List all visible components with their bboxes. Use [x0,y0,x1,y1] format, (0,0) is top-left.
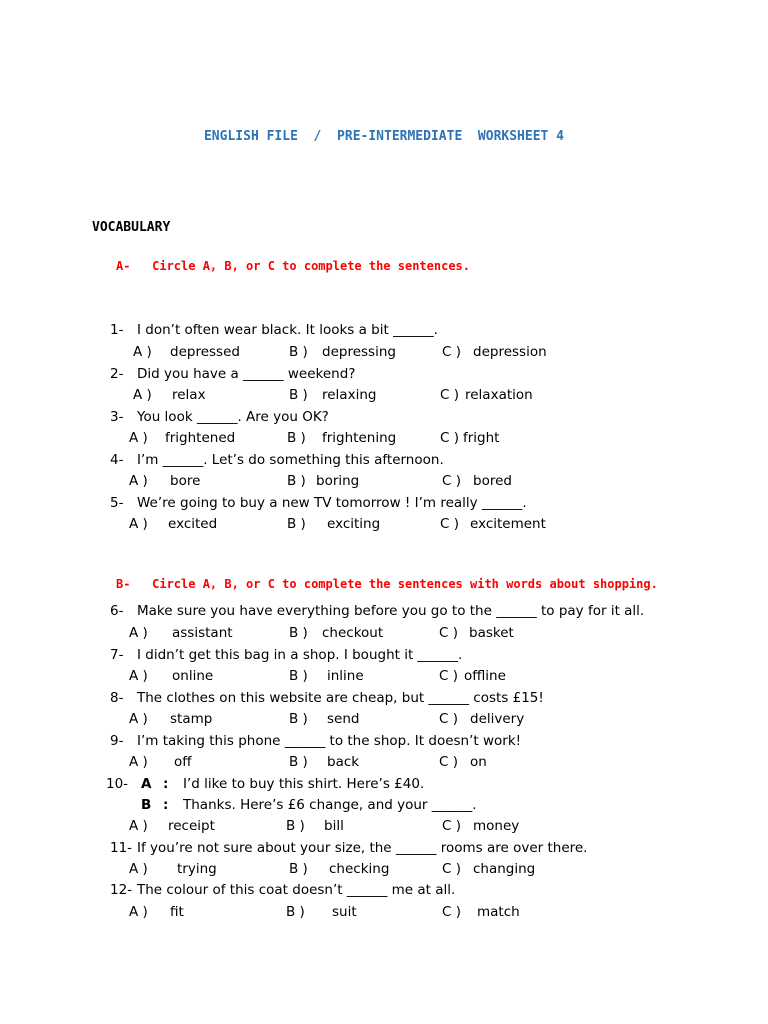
question-number: 5- [110,495,124,511]
question-number: 10- [106,776,129,792]
option-a-label: A ) [129,668,148,684]
question-number: 7- [110,647,124,663]
option-c-label: C ) [442,904,461,920]
option-c-label: C ) [440,430,459,446]
question-text: Did you have a ______ weekend? [137,366,356,382]
option-b-label: B ) [289,754,308,770]
part-a-instruction: A- Circle A, B, or C to complete the sentences. [116,259,471,273]
option-b-label: B ) [289,344,308,360]
option-a-label: A ) [129,430,148,446]
option-b[interactable]: exciting [327,516,381,532]
option-c-label: C ) [442,344,461,360]
option-c[interactable]: match [477,904,520,920]
question-text: I’m taking this phone ______ to the shop. It doesn’t work! [137,733,522,749]
speaker-b: B [141,797,152,813]
option-c[interactable]: on [470,754,487,770]
option-a[interactable]: frightened [165,430,236,446]
option-a-label: A ) [129,818,148,834]
option-c[interactable]: changing [473,861,536,877]
speaker-a: A [141,776,152,792]
option-a-label: A ) [129,516,148,532]
question-text: Make sure you have everything before you go to the ______ to pay for it all. [137,603,645,619]
option-a[interactable]: off [174,754,192,770]
option-a-label: A ) [129,625,148,641]
option-b-label: B ) [287,516,306,532]
option-b[interactable]: send [327,711,360,727]
question-number: 6- [110,603,124,619]
question-10 [106,776,606,820]
worksheet-title: ENGLISH FILE / PRE-INTERMEDIATE WORKSHEET 4 [203,129,565,144]
option-a[interactable]: trying [177,861,217,877]
question-text: If you’re not sure about your size, the ______ rooms are over there. [137,840,588,856]
option-a[interactable]: stamp [170,711,213,727]
option-c[interactable]: excitement [470,516,546,532]
option-b[interactable]: relaxing [322,387,377,403]
option-a[interactable]: relax [172,387,206,403]
option-a[interactable]: bore [170,473,201,489]
part-b-instruction: B- Circle A, B, or C to complete the sentences with words about shopping. [116,577,658,591]
question-number: 1- [110,322,124,338]
option-b-label: B ) [289,625,308,641]
option-a[interactable]: assistant [172,625,233,641]
option-c-label: C ) [439,625,458,641]
option-a-label: A ) [133,387,152,403]
question-number: 12- [110,882,133,898]
option-b[interactable]: inline [327,668,364,684]
option-b[interactable]: bill [324,818,344,834]
option-a-label: A ) [129,473,148,489]
question-text: You look ______. Are you OK? [137,409,329,425]
dialogue-line-a: I’d like to buy this shirt. Here’s £40. [183,776,425,792]
option-a-label: A ) [129,861,148,877]
option-c-label: C ) [439,668,458,684]
option-b[interactable]: back [327,754,360,770]
option-a[interactable]: receipt [168,818,215,834]
option-c[interactable]: offline [464,668,506,684]
option-b-label: B ) [287,473,306,489]
question-number: 4- [110,452,124,468]
option-c-label: C ) [439,754,458,770]
option-b-label: B ) [287,430,306,446]
option-b-label: B ) [289,861,308,877]
dialogue-line-b: Thanks. Here’s £6 change, and your ______. [183,797,477,813]
option-a-label: A ) [129,904,148,920]
option-b-label: B ) [286,818,305,834]
option-c-label: C ) [442,473,461,489]
question-number: 11- [110,840,133,856]
question-text: We’re going to buy a new TV tomorrow ! I’m really ______. [137,495,527,511]
option-a[interactable]: depressed [170,344,240,360]
option-a-label: A ) [129,711,148,727]
option-b[interactable]: suit [332,904,357,920]
section-heading: VOCABULARY [92,220,171,235]
option-a-label: A ) [129,754,148,770]
option-c-label: C ) [440,516,459,532]
option-c-label: C ) [442,861,461,877]
option-a[interactable]: online [172,668,214,684]
option-b[interactable]: checkout [322,625,384,641]
question-number: 9- [110,733,124,749]
question-number: 3- [110,409,124,425]
option-b[interactable]: checking [329,861,390,877]
question-text: The clothes on this website are cheap, but ______ costs £15! [137,690,544,706]
option-c-label: C ) [440,387,459,403]
option-b-label: B ) [289,668,308,684]
option-a[interactable]: fit [170,904,184,920]
option-c[interactable]: basket [469,625,514,641]
question-text: I don’t often wear black. It looks a bit ______. [137,322,438,338]
option-a[interactable]: excited [168,516,218,532]
option-c[interactable]: depression [473,344,547,360]
option-c[interactable]: delivery [470,711,525,727]
question-text: I didn’t get this bag in a shop. I bought it ______. [137,647,463,663]
option-b-label: B ) [289,711,308,727]
option-b-label: B ) [289,387,308,403]
option-b[interactable]: depressing [322,344,396,360]
question-number: 2- [110,366,124,382]
question-text: The colour of this coat doesn’t ______ me at all. [137,882,456,898]
option-c-label: C ) [439,711,458,727]
option-b[interactable]: boring [316,473,360,489]
colon: : [163,776,169,792]
option-b-label: B ) [286,904,305,920]
option-c[interactable]: money [473,818,520,834]
colon: : [163,797,169,813]
option-c[interactable]: relaxation [465,387,533,403]
option-b[interactable]: frightening [322,430,397,446]
option-a-label: A ) [133,344,152,360]
option-c[interactable]: bored [473,473,512,489]
option-c-label: C ) [442,818,461,834]
option-c[interactable]: fright [463,430,500,446]
question-text: I’m ______. Let’s do something this afternoon. [137,452,444,468]
question-number: 8- [110,690,124,706]
